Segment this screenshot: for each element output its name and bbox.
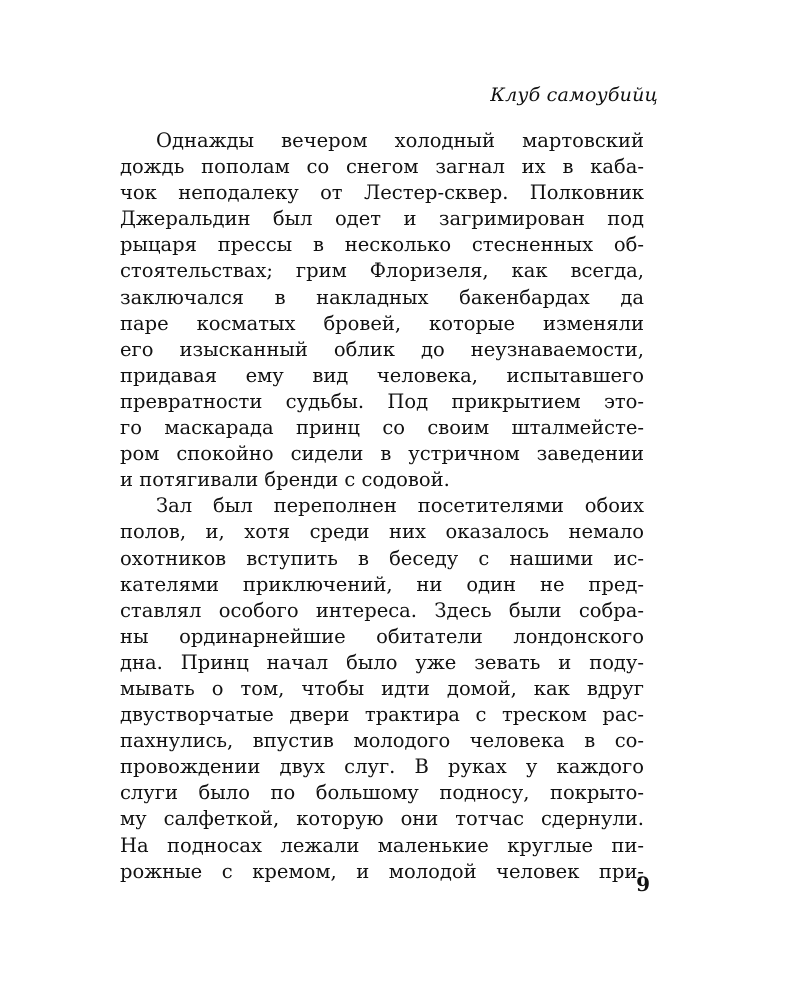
text-line: и потягивали бренди с содовой. bbox=[120, 468, 450, 492]
text-line: придавая ему вид человека, испытавшего bbox=[120, 363, 644, 387]
text-line: паре косматых бровей, которые изменяли bbox=[120, 311, 644, 335]
text-line: ром спокойно сидели в устричном заведении bbox=[120, 442, 644, 466]
text-line: Зал был переполнен посетителями обоих bbox=[156, 494, 644, 518]
text-line: рожные с кремом, и молодой человек при- bbox=[120, 859, 644, 883]
text-line: превратности судьбы. Под прикрытием это- bbox=[120, 389, 644, 413]
text-line: чок неподалеку от Лестер-сквер. Полковник bbox=[120, 181, 644, 205]
text-line: полов, и, хотя среди них оказалось немало bbox=[120, 520, 644, 544]
text-line: дождь пополам со снегом загнал их в каба- bbox=[120, 155, 644, 179]
text-line: Джеральдин был одет и загримирован под bbox=[120, 207, 644, 231]
text-line: охотников вступить в беседу с нашими ис- bbox=[120, 546, 644, 570]
text-line: мывать о том, чтобы идти домой, как вдруг bbox=[120, 676, 644, 700]
text-line: стоятельствах; грим Флоризеля, как всегда, bbox=[120, 259, 644, 283]
running-head: Клуб самоубийц bbox=[490, 84, 658, 106]
body-text bbox=[120, 128, 644, 885]
text-line: его изысканный облик до неузнаваемости, bbox=[120, 337, 644, 361]
text-line: кателями приключений, ни один не пред- bbox=[120, 572, 644, 596]
text-line: дна. Принц начал было уже зевать и поду- bbox=[120, 650, 644, 674]
text-line: рыцаря прессы в несколько стесненных об- bbox=[120, 233, 644, 257]
text-line: двустворчатые двери трактира с треском рас- bbox=[120, 703, 644, 727]
text-line: го маскарада принц со своим шталмейсте- bbox=[120, 416, 644, 440]
paragraph-1 bbox=[120, 128, 644, 493]
text-line: провождении двух слуг. В руках у каждого bbox=[120, 755, 644, 779]
text-line: На подносах лежали маленькие круглые пи- bbox=[120, 833, 644, 857]
text-line: ны ординарнейшие обитатели лондонского bbox=[120, 624, 644, 648]
text-line: му салфеткой, которую они тотчас сдернули. bbox=[120, 807, 644, 831]
text-line: ставлял особого интереса. Здесь были собра- bbox=[120, 598, 644, 622]
text-line: заключался в накладных бакенбардах да bbox=[120, 285, 644, 309]
text-line: слуги было по большому подносу, покрыто- bbox=[120, 781, 644, 805]
page-number: 9 bbox=[636, 872, 650, 896]
text-line: Однажды вечером холодный мартовский bbox=[156, 129, 644, 152]
paragraph-2 bbox=[120, 493, 644, 884]
text-line: пахнулись, впустив молодого человека в со- bbox=[120, 729, 644, 753]
